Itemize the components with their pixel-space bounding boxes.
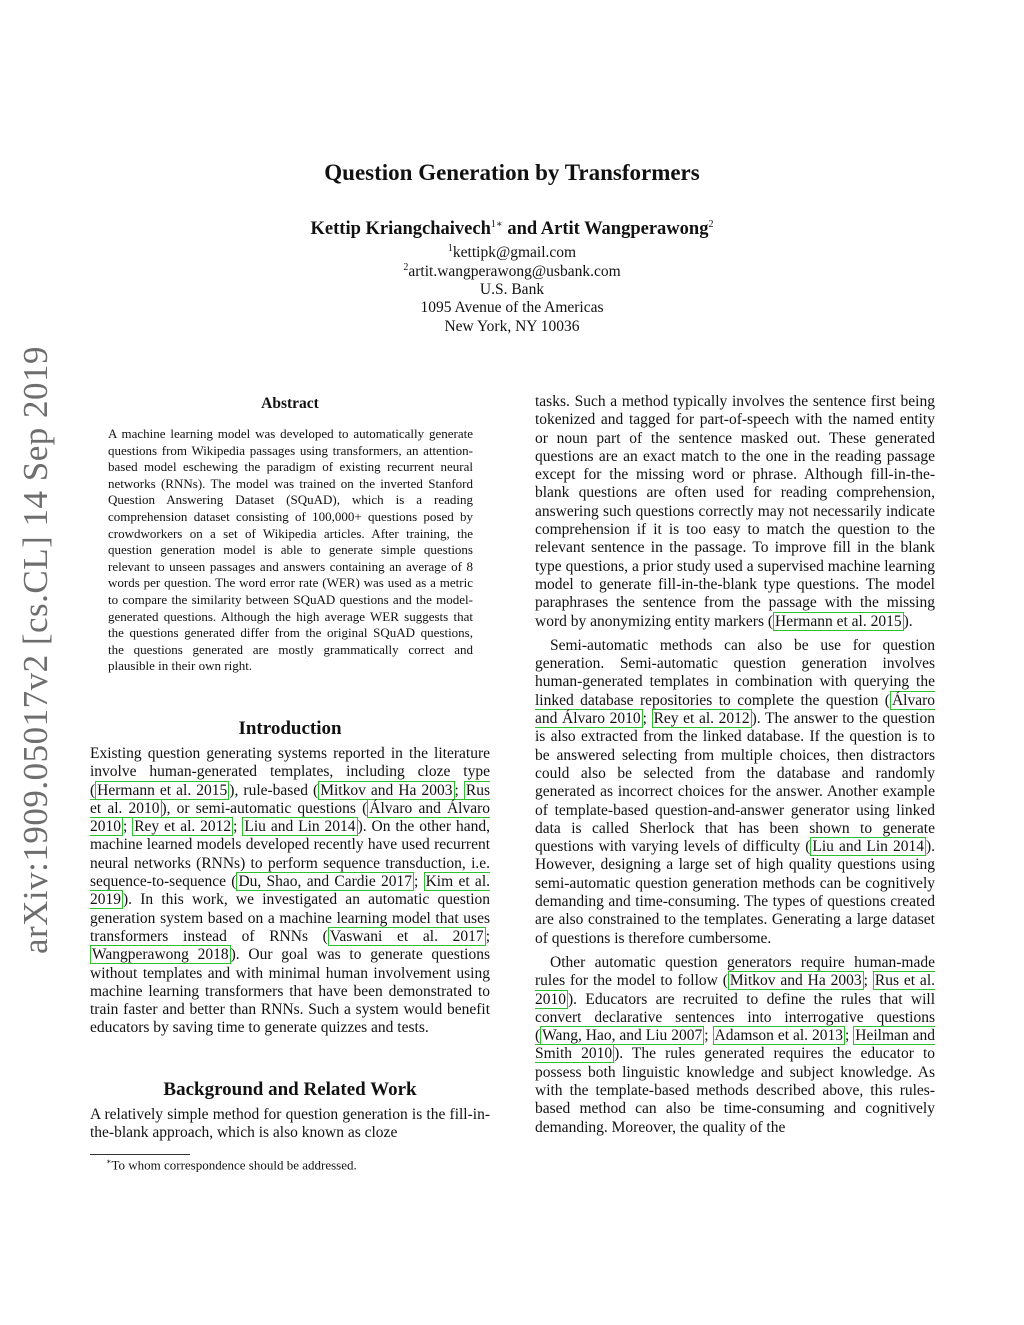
intro-text: ; bbox=[123, 818, 133, 836]
citation-link[interactable]: Hermann et al. 2015 bbox=[97, 781, 228, 799]
intro-text: ), or semi-automatic questions ( bbox=[161, 799, 368, 817]
intro-text: ; bbox=[454, 781, 464, 799]
intro-text: ; bbox=[233, 818, 243, 836]
body-text: Semi-automatic methods can also be use for question generation. Semi-automatic question generation involves human-generated templates in combination with querying the linked database repositories to complete the question ( bbox=[535, 636, 935, 709]
body-text: ; bbox=[863, 972, 873, 990]
intro-text: ), rule-based ( bbox=[229, 781, 319, 799]
citation-link[interactable]: Wang, Hao, and Liu 2007 bbox=[542, 1027, 703, 1045]
author-line bbox=[0, 219, 1024, 240]
citation-link[interactable]: Hermann et al. 2015 bbox=[775, 612, 902, 630]
citation-link[interactable]: Vaswani et al. 2017 bbox=[329, 927, 484, 945]
body-text: ; bbox=[845, 1027, 854, 1045]
right-column-body bbox=[535, 393, 935, 1137]
footnote bbox=[106, 1157, 357, 1173]
affiliation-org: U.S. Bank bbox=[479, 281, 545, 298]
author-1-marker: 1∗ bbox=[490, 219, 503, 230]
email-2-marker: 2 bbox=[403, 262, 409, 273]
body-text: ). The rules generated requires the educator to possess both linguistic knowledge and subject knowledge. As with the template-based methods described above, this rules-based method can also be time-consuming and cognitively demanding. Moreover, the quality of the bbox=[535, 1045, 935, 1136]
citation-link[interactable]: Rey et al. 2012 bbox=[653, 710, 750, 728]
body-text: Other automatic question generators require human-made rules for the model to follow ( bbox=[535, 953, 935, 990]
author-2-email: artit.wangperawong@usbank.com bbox=[408, 263, 621, 281]
citation-link[interactable]: Du, Shao, and Cardie 2017 bbox=[238, 873, 412, 891]
citation-link[interactable]: Mitkov and Ha 2003 bbox=[320, 781, 453, 799]
citation-link[interactable]: Liu and Lin 2014 bbox=[812, 838, 924, 856]
abstract-heading: Abstract bbox=[261, 395, 319, 412]
citation-link[interactable]: Mitkov and Ha 2003 bbox=[729, 972, 862, 990]
body-text: ; bbox=[704, 1027, 713, 1045]
author-conjunction: and bbox=[502, 219, 541, 240]
footnote-divider bbox=[90, 1154, 190, 1155]
footnote-marker: ∗ bbox=[106, 1157, 112, 1166]
author-2-marker: 2 bbox=[708, 219, 714, 230]
citation-link[interactable]: Liu and Lin 2014 bbox=[244, 818, 356, 836]
body-text: ). The answer to the question is also extracted from the linked database. If the question is to be answered selecting from multiple choices, then distractors could also be selected from the database and randomly generated as incorrect choices for the answer. Another example of template-based question-and-answer generator using linked data is called Sherlock that has been shown to generate questions with varying levels of difficulty ( bbox=[535, 710, 935, 856]
author-1-email: kettipk@gmail.com bbox=[452, 244, 577, 262]
background-body bbox=[90, 1106, 490, 1143]
right-paragraph-3 bbox=[535, 954, 935, 1137]
affiliation-street: 1095 Avenue of the Americas bbox=[420, 299, 604, 316]
author-1-email-line bbox=[0, 243, 1024, 262]
citation-link[interactable]: Kim et al. 2019 bbox=[90, 873, 490, 909]
intro-text: ). On the other hand, machine learned models developed recently have used recurrent neural networks (RNNs) to perform sequence transduction, i.e. sequence-to-sequence ( bbox=[90, 818, 490, 891]
body-text: tasks. Such a method typically involves the sentence first being tokenized and tagged for part-of-speech with the named entity or noun part of the sentence masked out. These generated questions are an exact match to the one in the reading passage except for the missing word or phrase. Although fill-in-the-blank questions are often used for reading comprehension, answering such questions correctly may not necessarily indicate comprehension if it is too easy to match the question to the relevant sentence in the passage. To improve fill in the blank type questions, a prior study used a supervised machine learning model to generate fill-in-the-blank type questions. The model paraphrases the sentence from the passage with the missing word by anonymizing entity markers ( bbox=[535, 393, 935, 630]
intro-text: ). In this work, we investigated an automatic question generation system based on a machine learning model that uses transformers instead of RNNs ( bbox=[90, 891, 490, 945]
citation-link[interactable]: Álvaro and Álvaro 2010 bbox=[535, 691, 935, 728]
author-2-name: Artit Wangperawong bbox=[540, 219, 709, 240]
abstract-body: A machine learning model was developed to automatically generate questions from Wikipedia passages using transformers, an attention-based model eschewing the paradigm of existing recurrent neural networks (RNNs). The model was trained on the inverted Stanford Question Answering Dataset (SQuAD), which is a reading comprehension dataset consisting of 100,000+ questions posed by crowdworkers on a set of Wikipedia articles. After training, the question generation model is able to generate simple questions relevant to unseen passages and answers containing an average of 8 words per question. The word error rate (WER) was used as a metric to compare the similarity between SQuAD questions and the model-generated questions. Although the high average WER suggests that the questions generated differ from the original SQuAD questions, the questions generated are mostly grammatically correct and plausible in their own right. bbox=[108, 426, 473, 674]
citation-link[interactable]: Heilman and Smith 2010 bbox=[535, 1027, 935, 1063]
background-heading: Background and Related Work bbox=[163, 1079, 417, 1100]
citation-link[interactable]: Rus et al. 2010 bbox=[90, 781, 490, 817]
author-1-name: Kettip Kriangchaivech bbox=[310, 219, 491, 240]
introduction-heading: Introduction bbox=[238, 718, 342, 739]
citation-link[interactable]: Rus et al. 2010 bbox=[535, 972, 935, 1008]
intro-text: ). Our goal was to generate questions without templates and with minimal human involvement using machine learning transformers that have been demonstrated to train faster and better than RNNs. Such a system would benefit educators by saving time to generate quizzes and tests. bbox=[90, 946, 490, 1037]
citation-link[interactable]: Álvaro and Álvaro 2010 bbox=[90, 799, 490, 836]
arxiv-identifier-stamp bbox=[6, 345, 66, 955]
right-paragraph-1 bbox=[535, 393, 935, 631]
arxiv-identifier-text: arXiv:1909.05017v2 [cs.CL] 14 Sep 2019 bbox=[16, 345, 55, 955]
body-text: ). However, designing a large set of high quality questions using semi-automatic question generation methods can be cognitively demanding and time-consuming. The types of questions created are also constrained to the templates. Generating a large dataset of questions is therefore cumbersome. bbox=[535, 838, 935, 947]
body-text: ; bbox=[642, 710, 652, 728]
body-text: ). Educators are recruited to define the rules that will convert declarative sentences into interrogative questions ( bbox=[535, 990, 935, 1045]
intro-text: ; bbox=[414, 873, 424, 891]
introduction-paragraph bbox=[90, 745, 490, 1038]
background-paragraph: A relatively simple method for question generation is the fill-in-the-blank approach, which is also known as cloze bbox=[90, 1106, 490, 1142]
author-2-email-line bbox=[0, 262, 1024, 281]
citation-link[interactable]: Adamson et al. 2013 bbox=[714, 1027, 844, 1045]
citation-link[interactable]: Rey et al. 2012 bbox=[134, 818, 232, 836]
body-text: ). bbox=[903, 612, 913, 630]
footnote-text: To whom correspondence should be addressed. bbox=[111, 1157, 357, 1173]
intro-text: ; bbox=[485, 927, 490, 945]
introduction-body bbox=[90, 745, 490, 1038]
citation-link[interactable]: Wangperawong 2018 bbox=[92, 946, 229, 964]
right-paragraph-2 bbox=[535, 637, 935, 948]
email-1-marker: 1 bbox=[447, 243, 453, 254]
paper-title: Question Generation by Transformers bbox=[324, 160, 700, 185]
intro-text: Existing question generating systems reported in the literature involve human-generated templates, including cloze type ( bbox=[90, 745, 490, 799]
affiliation-city: New York, NY 10036 bbox=[444, 318, 580, 335]
